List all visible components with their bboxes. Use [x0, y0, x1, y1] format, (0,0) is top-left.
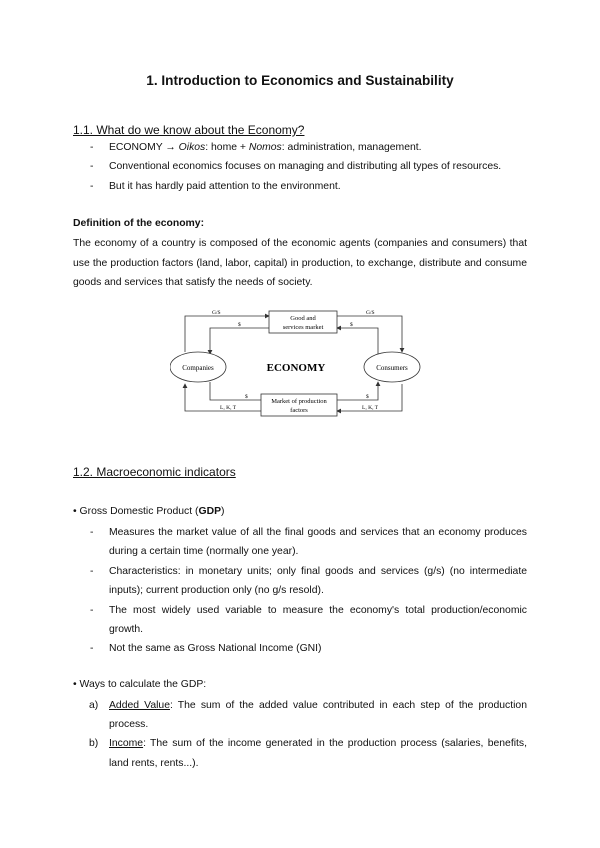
- svg-text:L, K, T: L, K, T: [220, 405, 237, 411]
- economy-diagram: [170, 308, 422, 418]
- diagram-center-label: ECONOMY: [266, 362, 326, 374]
- svg-text:$: $: [238, 322, 241, 328]
- list-item: - The most widely used variable to measure the economy's total production/economic growth.: [73, 601, 527, 640]
- svg-text:L, K, T: L, K, T: [362, 405, 379, 411]
- list-item: - Characteristics: in monetary units; only final goods and services (g/s) (no intermediate inputs); current production only (no g/s resold).: [73, 562, 527, 601]
- section-heading-1-2: 1.2. Macroeconomic indicators: [73, 465, 236, 479]
- list-item: - ECONOMY → Oikos: home + Nomos: administration, management.: [73, 138, 533, 157]
- svg-text:G/S: G/S: [366, 310, 375, 316]
- flow-line: [185, 316, 269, 352]
- list-item: - Measures the market value of all the final goods and services that an economy produces during a certain time (normally one year).: [73, 523, 527, 562]
- flow-line: [210, 382, 269, 400]
- section-heading-1-1: 1.1. What do we know about the Economy?: [73, 123, 305, 137]
- svg-text:$: $: [350, 322, 353, 328]
- svg-text:Market of production: Market of production: [271, 398, 327, 405]
- flow-line: [337, 316, 402, 352]
- gdp-bullet-list: [73, 523, 527, 659]
- svg-text:$: $: [366, 394, 369, 400]
- economy-bullet-list: [73, 138, 533, 196]
- list-item: - Not the same as Gross National Income (GNI): [73, 639, 527, 658]
- list-item: - But it has hardly paid attention to the environment.: [73, 177, 533, 196]
- gdp-ways-intro: • Ways to calculate the GDP:: [73, 679, 207, 690]
- svg-text:services market: services market: [282, 324, 324, 331]
- list-item: b) Income: The sum of the income generated in the production process (salaries, benefits, land rents, rents...).: [89, 738, 527, 769]
- page-title: 1. Introduction to Economics and Sustainability: [146, 73, 454, 88]
- flow-line: [337, 382, 378, 400]
- svg-text:Good and: Good and: [290, 315, 316, 322]
- flow-line: [210, 328, 269, 354]
- gdp-intro: • Gross Domestic Product (GDP): [73, 506, 225, 517]
- svg-text:Companies: Companies: [182, 364, 214, 372]
- list-item: - Conventional economics focuses on managing and distributing all types of resources.: [73, 157, 533, 176]
- definition-text: The economy of a country is composed of the economic agents (companies and consumers) that use the production factors (land, labor, capital) in production, to exchange, distribute and consume goods and services that satisfy the needs of society.: [73, 238, 527, 289]
- list-item: a) Added Value: The sum of the added value contributed in each step of the production process.: [89, 700, 527, 731]
- svg-text:$: $: [245, 394, 248, 400]
- flow-line: [337, 328, 378, 354]
- definition-heading: Definition of the economy:: [73, 218, 205, 229]
- svg-text:G/S: G/S: [212, 310, 221, 316]
- svg-text:factors: factors: [290, 407, 308, 414]
- svg-text:Consumers: Consumers: [376, 364, 408, 372]
- gdp-ways-list: [73, 696, 527, 773]
